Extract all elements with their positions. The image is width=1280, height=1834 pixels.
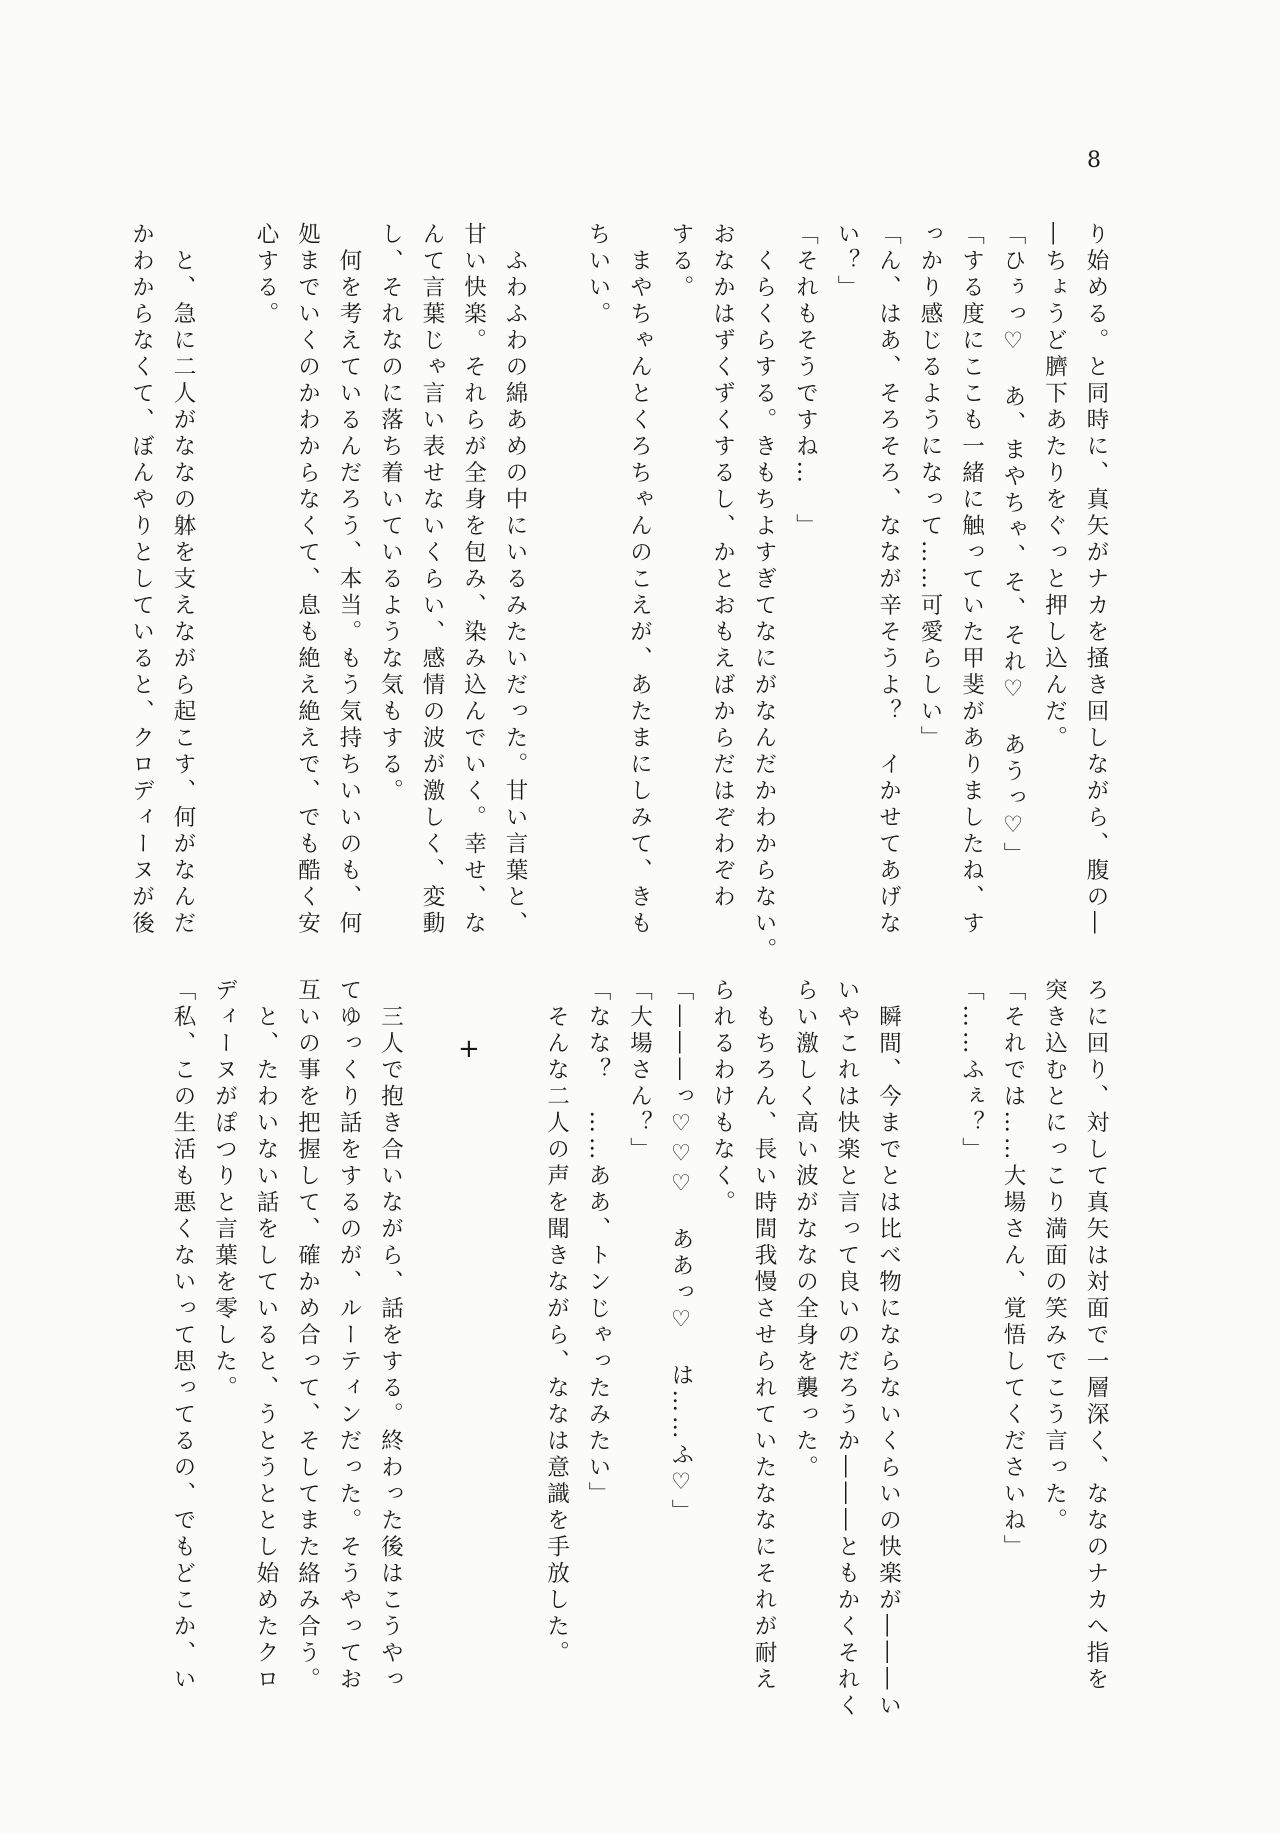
text-column: 「なな？ ……ああ、トンじゃったみたい」	[585, 978, 611, 1508]
text-column: 何を考えているんだろう、本当。もう気持ちいいのも、何	[336, 222, 362, 938]
text-column: らい激しく高い波がななの全身を襲った。	[792, 978, 819, 1482]
text-column: てゆっくり話をするのが、ルーティンだった。そうやってお	[336, 978, 362, 1694]
text-column: 「私、この生活も悪くないって思ってるの、でもどこか、い	[170, 978, 196, 1694]
text-column: 「それもそうですね… 」	[792, 222, 819, 540]
lower-text-block	[162, 978, 1117, 1720]
text-column: い？」	[834, 222, 860, 302]
upper-text-block	[120, 222, 1116, 964]
text-column: 「ひぅっ♡ あ、まやちゃ、そ、それ♡ あうっ♡」	[1000, 222, 1026, 869]
text-column: んて言葉じゃ言い表せないくらい、感情の波が激しく、変動	[419, 222, 445, 938]
text-column: ふわふわの綿あめの中にいるみたいだった。甘い言葉と、	[502, 222, 528, 938]
text-column	[535, 222, 577, 862]
section-break-mark: +	[458, 1034, 480, 1064]
text-column	[203, 222, 245, 862]
text-column	[452, 978, 494, 1628]
text-column	[494, 978, 536, 1628]
text-column: おなかはずくずくするし、かとおもえばからだはぞわぞわ	[709, 222, 736, 911]
text-column: 「それでは……大場さん、覚悟してくださいね」	[1000, 978, 1026, 1561]
text-column: 「する度にここも一緒に触っていた甲斐がありましたね、す	[958, 222, 985, 938]
text-column: 「……ふぇ？」	[958, 978, 985, 1164]
text-column: と、急に二人がななの躰を支えながら起こす、何がなんだ	[170, 222, 196, 938]
text-column: と、たわいない話をしていると、うとうととし始めたクロ	[253, 978, 279, 1694]
text-column: 心する。	[253, 222, 279, 328]
text-column: そんな二人の声を聞きながら、ななは意識を手放した。	[543, 978, 570, 1667]
text-column: ちいい。	[585, 222, 611, 328]
text-column: っかり感じるようになって……可愛らしい」	[917, 222, 943, 752]
text-column	[411, 978, 453, 1628]
text-column: ろに回り、対して真矢は対面で一層深く、ななのナカへ指を	[1083, 978, 1109, 1694]
text-column: まやちゃんとくろちゃんのこえが、あたまにしみて、きも	[626, 222, 653, 938]
page-number: 8	[1087, 148, 1101, 173]
text-column: 瞬間、今までとは比べ物にならないくらいの快楽が―――い	[875, 978, 902, 1720]
text-column: 「―――っ♡♡♡ ああっ♡ は……ふ♡」	[668, 978, 694, 1526]
text-column: ―ちょうど臍下あたりをぐっと押し込んだ。	[1041, 222, 1068, 752]
text-column: ディーヌがぽつりと言葉を零した。	[211, 978, 238, 1402]
text-column: 甘い快楽。それらが全身を包み、染み込んでいく。幸せ、な	[460, 222, 487, 938]
text-column: する。	[668, 222, 694, 302]
text-column: かわからなくて、ぼんやりとしていると、クロディーヌが後	[128, 222, 155, 938]
text-column: いやこれは快楽と言って良いのだろうか―――ともかくそれく	[834, 978, 860, 1720]
text-column: 互いの事を把握して、確かめ合って、そしてまた絡み合う。	[294, 978, 321, 1694]
text-column: し、それなのに落ち着いているような気もする。	[377, 222, 404, 805]
text-column: 「ん、はあ、そろそろ、ななが辛そうよ？ イかせてあげな	[875, 222, 902, 938]
text-column: くらくらする。きもちよすぎてなにがなんだかわからない。	[751, 222, 777, 964]
text-column: もちろん、長い時間我慢させられていたななにそれが耐え	[751, 978, 777, 1694]
text-column	[909, 978, 951, 1628]
text-column: 「大場さん？」	[626, 978, 653, 1164]
text-column: られるわけもなく。	[709, 978, 736, 1217]
text-column: 処までいくのかわからなくて、息も絶え絶えで、でも酷く安	[294, 222, 321, 938]
text-column: 突き込むとにっこり満面の笑みでこう言った。	[1041, 978, 1068, 1535]
text-column: り始める。と同時に、真矢がナカを掻き回しながら、腹の―	[1083, 222, 1109, 938]
text-column: 三人で抱き合いながら、話をする。終わった後はこうやっ	[377, 978, 404, 1694]
